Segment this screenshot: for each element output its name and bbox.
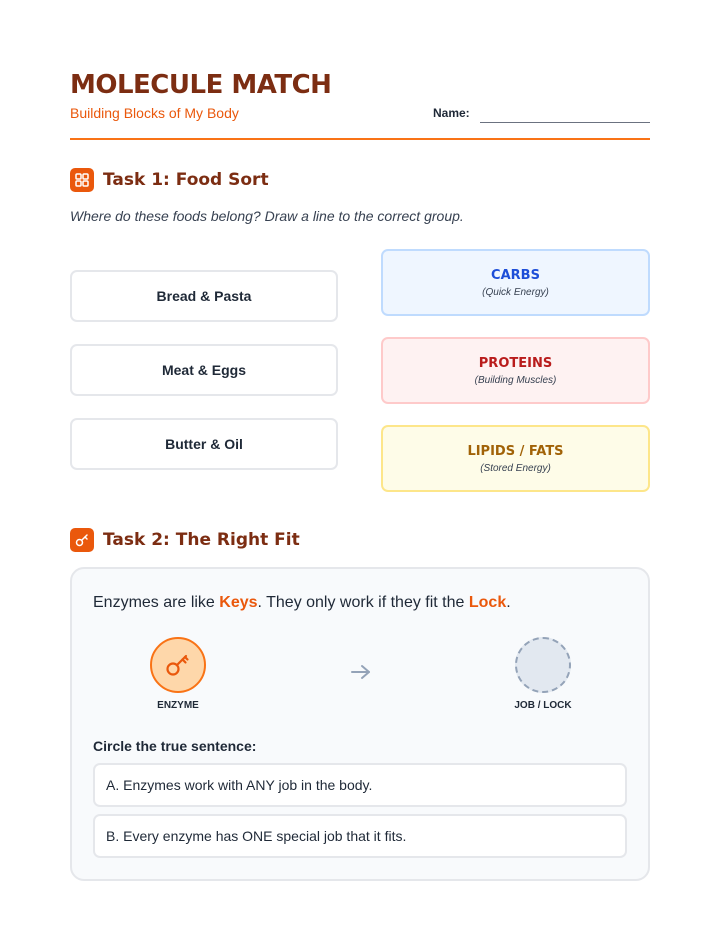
task1-heading (70, 168, 269, 192)
key-icon (70, 528, 94, 552)
enzyme-key-circle (150, 637, 206, 693)
group-proteins[interactable] (381, 337, 650, 404)
sentence-text: Enzymes are like (93, 594, 220, 611)
group-name: CARBS (491, 267, 540, 283)
right-fit-panel (70, 567, 650, 881)
food-item-meat-eggs[interactable]: Meat & Eggs (70, 344, 338, 396)
job-lock-label: JOB / LOCK (514, 700, 572, 711)
task1-instructions: Where do these foods belong? Draw a line to the correct group. (70, 208, 464, 224)
worksheet-page (70, 0, 650, 932)
task2-title: Task 2: The Right Fit (103, 530, 300, 550)
grid-icon (70, 168, 94, 192)
enzyme-analogy-sentence (93, 594, 511, 612)
page-title: MOLECULE MATCH (70, 70, 332, 100)
arrow-right-icon (350, 664, 372, 685)
group-name: PROTEINS (478, 355, 553, 371)
header-divider (70, 138, 650, 140)
food-item-butter-oil[interactable]: Butter & Oil (70, 418, 338, 470)
group-carbs[interactable] (381, 249, 650, 316)
job-lock-circle (515, 637, 571, 693)
keys-highlight: Keys (219, 594, 258, 611)
option-a[interactable]: A. Enzymes work with ANY job in the body. (93, 763, 627, 807)
circle-prompt: Circle the true sentence: (93, 738, 257, 754)
name-label: Name: (433, 106, 470, 120)
lock-highlight: Lock (468, 594, 507, 611)
name-field-line[interactable] (480, 122, 650, 123)
sentence-text: . (506, 594, 511, 611)
task1-title: Task 1: Food Sort (103, 170, 269, 190)
sentence-text: . They only work if they fit the (257, 594, 469, 611)
group-description: (Building Muscles) (474, 374, 557, 386)
option-b[interactable]: B. Every enzyme has ONE special job that it fits. (93, 814, 627, 858)
group-description: (Quick Energy) (482, 286, 549, 298)
page-subtitle: Building Blocks of My Body (70, 105, 239, 121)
group-name: LIPIDS / FATS (467, 443, 564, 459)
group-description: (Stored Energy) (480, 462, 551, 474)
food-item-bread-pasta[interactable]: Bread & Pasta (70, 270, 338, 322)
enzyme-label: ENZYME (157, 700, 199, 711)
key-icon (165, 652, 191, 678)
task2-heading (70, 528, 300, 552)
group-lipids-fats[interactable] (381, 425, 650, 492)
